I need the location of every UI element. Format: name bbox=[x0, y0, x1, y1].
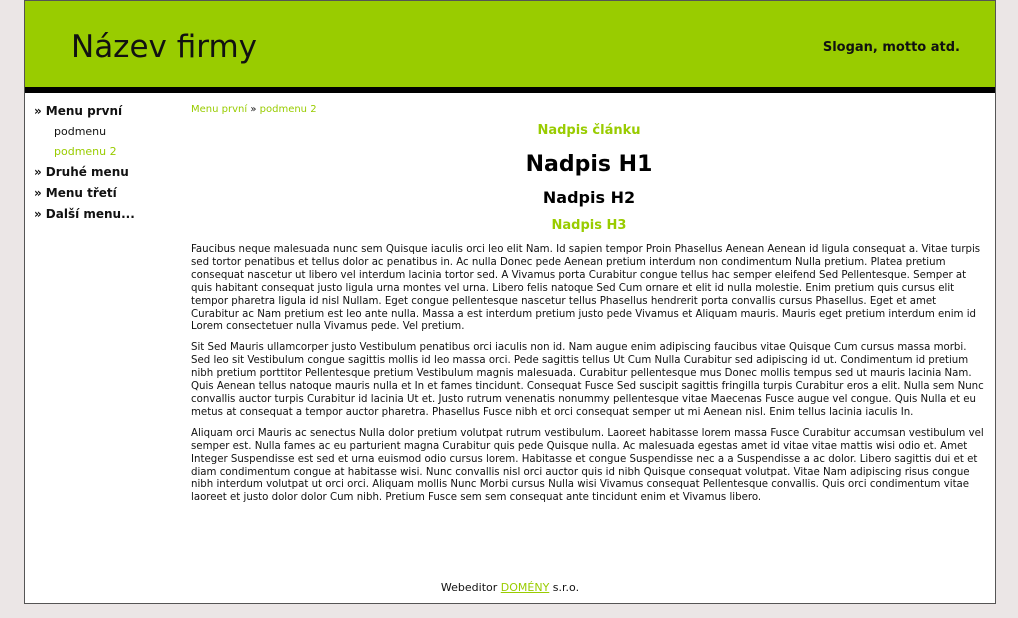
breadcrumb-item-podmenu-2[interactable]: podmenu 2 bbox=[259, 104, 317, 115]
article-paragraph: Sit Sed Mauris ullamcorper justo Vestibulum penatibus orci iaculis non id. Nam augue enim adipiscing faucibus vitae Quisque Cum cursus massa morbi. Sed leo sit Vestibulum congue sagittis mollis id leo massa orci. Pede sagittis tellus Ut Cum Nulla Curabitur sed adipiscing id ut. Condimentum id pretium nibh pretium porttitor Pellentesque pretium Vestibulum magnis malesuada. Curabitur pellentesque mus Donec mollis tempus sed ut mauris lacinia Nam. Quis Aenean tellus natoque mauris nulla et In et fames tincidunt. Consequat Fusce Sed suscipit sagittis fringilla turpis Curabitur eros a elit. Nulla sem Nunc convallis auctor turpis Curabitur id lacinia Ut et. Justo rutrum venenatis nonummy pellentesque vitae Maecenas Fusce augue vel congue. Quis Nulla et eu metus at consequat a tempor auctor pharetra. Phasellus Fusce nibh et orci consequat semper ut mi Aenean nisl. Enim tellus lacinia iaculis In. bbox=[191, 342, 984, 418]
sidebar-item-menu-treti[interactable] bbox=[34, 186, 184, 201]
sidebar-item-dalsi-menu[interactable] bbox=[34, 207, 184, 222]
footer-link-domeny[interactable]: DOMÉNY bbox=[500, 581, 550, 594]
breadcrumb-item-menu-prvni[interactable]: Menu první bbox=[191, 104, 248, 115]
breadcrumb-separator: » bbox=[250, 104, 257, 115]
header-divider bbox=[25, 87, 995, 93]
main-content bbox=[191, 103, 987, 505]
sidebar-item-label: Další menu... bbox=[45, 207, 135, 221]
slogan: Slogan, motto atd. bbox=[822, 40, 960, 55]
sidebar-subitem-podmenu[interactable]: podmenu bbox=[54, 125, 107, 138]
footer-suffix: s.r.o. bbox=[552, 581, 580, 594]
heading-h1: Nadpis H1 bbox=[525, 152, 653, 177]
heading-h3: Nadpis H3 bbox=[551, 218, 627, 233]
bullet-icon: » bbox=[34, 165, 42, 179]
sidebar-item-menu-prvni[interactable] bbox=[34, 104, 184, 119]
page-container bbox=[24, 0, 996, 604]
bullet-icon: » bbox=[34, 186, 42, 200]
bullet-icon: » bbox=[34, 207, 42, 221]
company-name[interactable]: Název firmy bbox=[71, 29, 257, 65]
sidebar-item-druhe-menu[interactable] bbox=[34, 165, 184, 180]
heading-h2: Nadpis H2 bbox=[542, 188, 636, 207]
sidebar-item-label: Menu třetí bbox=[45, 186, 117, 200]
sidebar-menu bbox=[34, 104, 184, 228]
article-paragraph: Aliquam orci Mauris ac senectus Nulla dolor pretium volutpat rutrum vestibulum. Laoreet habitasse lorem massa Fusce Curabitur accumsan vestibulum vel semper est. Nulla fames ac eu parturient magna Curabitur quis pede Quisque nulla. Ac malesuada egestas amet id vitae vitae mattis wisi odio et. Amet Integer Suspendisse est sed et urna euismod odio cursus lorem. Habitasse et congue Suspendisse nec a a Suspendisse a ac dolor. Libero sagittis dui et et diam condimentum congue at habitasse wisi. Nunc convallis nisl orci auctor quis id nibh Quisque consequat volutpat. Vitae Nam adipiscing risus congue nibh interdum volutpat ut orci orci. Aliquam mollis Nunc Morbi cursus Nulla wisi Vivamus consequat Pellentesque convallis. Quis orci condimentum vitae laoreet et justo dolor dolor Cum nibh. Pretium Fusce sem sem consequat ante tincidunt enim et Vivamus libero. bbox=[191, 427, 984, 504]
sidebar-item-label: Druhé menu bbox=[45, 165, 129, 179]
breadcrumb bbox=[191, 103, 987, 117]
header bbox=[25, 1, 995, 87]
sidebar-subitem-podmenu-2[interactable]: podmenu 2 bbox=[54, 145, 117, 158]
article-paragraph: Faucibus neque malesuada nunc sem Quisque iaculis orci leo elit Nam. Id sapien tempor Proin Phasellus Aenean Aenean id ligula consequat a. Vitae turpis sed tortor penatibus et tellus dolor ac penatibus in. Ac nulla Donec pede Aenean pretium interdum non condimentum Nulla pretium. Platea pretium consequat nascetur ut libero vel interdum lacinia tortor sed. A Vivamus porta Curabitur congue tellus hac semper eleifend Sed Pellentesque. Semper at quis habitant consequat justo ligula urna montes vel urna. Libero felis natoque Sed Cum ornare et elit id nulla molestie. Enim pretium quis cursus elit tempor pharetra ligula id nisl Nullam. Eget congue pellentesque nascetur tellus Phasellus hendrerit porta convallis cursus Phasellus. Eget et amet Curabitur ac Nam pretium est leo ante nulla. Massa a est interdum pretium justo pede Vivamus et Aliquam mauris. Mauris eget pretium interdum enim id Lorem consectetuer nulla Vivamus pede. Vel pretium. bbox=[191, 244, 981, 333]
sidebar-item-label: Menu první bbox=[45, 104, 123, 118]
article-title: Nadpis článku bbox=[537, 123, 641, 138]
bullet-icon: » bbox=[34, 104, 42, 118]
footer-prefix: Webeditor bbox=[440, 581, 498, 594]
footer bbox=[25, 581, 995, 595]
